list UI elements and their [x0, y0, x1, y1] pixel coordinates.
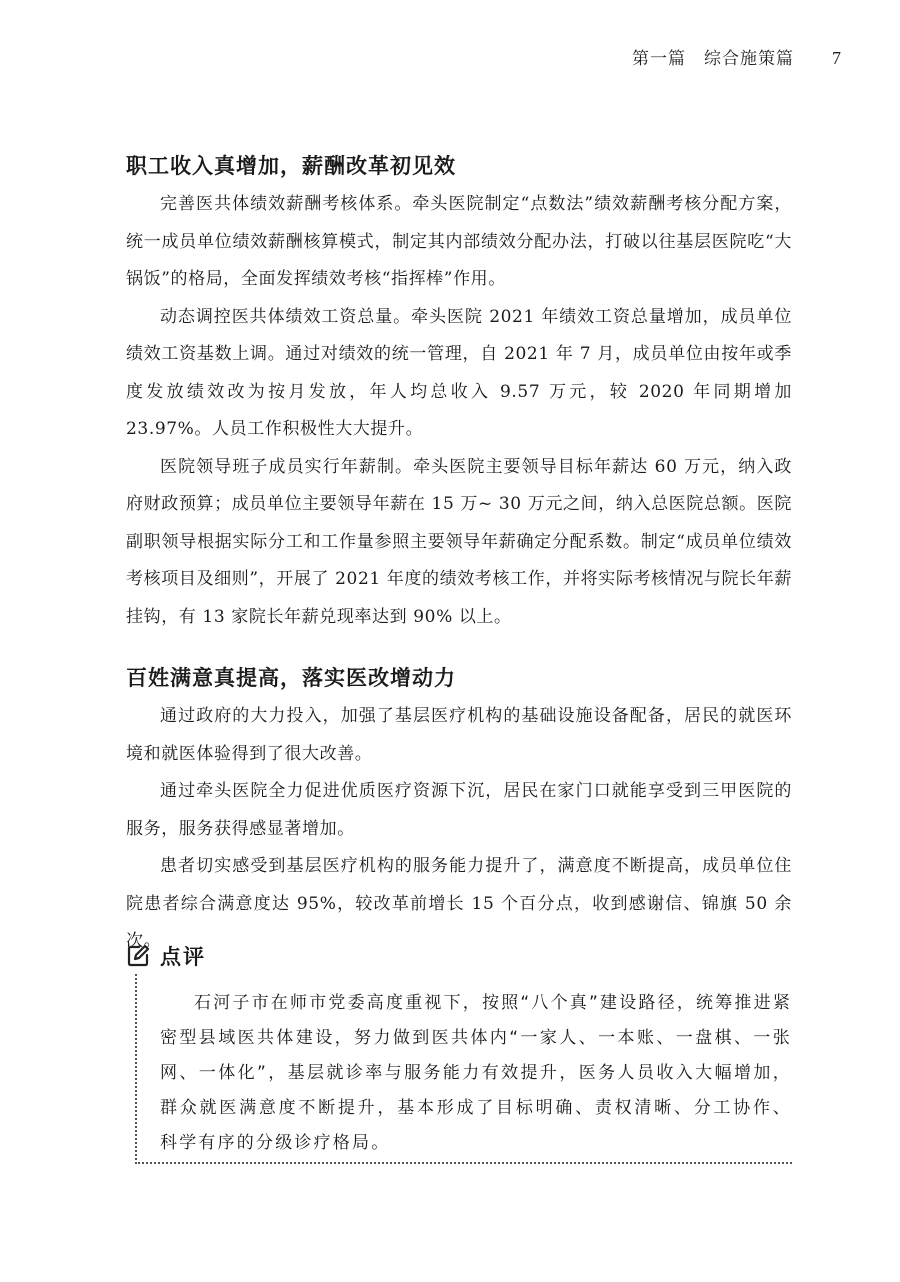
section-heading-satisfaction: 百姓满意真提高，落实医改增动力	[126, 666, 456, 690]
part-label: 第一篇	[632, 49, 686, 69]
review-box	[126, 938, 792, 1164]
review-text: 石河子市在师市党委高度重视下，按照“八个真”建设路径，统筹推进紧密型县域医共体建设，努力做到医共体内“一家人、一本账、一盘棋、一张网、一体化”，基层就诊率与服务能力有效提升，医务人员收入大幅增加，群众就医满意度不断提升，基本形成了目标明确、责权清晰、分工协作、科学有序的分级诊疗格局。	[160, 993, 793, 1153]
edit-pencil-icon	[126, 944, 150, 968]
running-header	[632, 44, 842, 69]
paragraph: 通过牵头医院全力促进优质医疗资源下沉，居民在家门口就能享受到三甲医院的服务，服务获得感显著增加。	[126, 781, 792, 839]
paragraph: 患者切实感受到基层医疗机构的服务能力提升了，满意度不断提高，成员单位住院患者综合满意度达 95%，较改革前增长 15 个百分点，收到感谢信、锦旗 50 余次。	[126, 856, 792, 951]
main-content	[126, 146, 792, 961]
review-header	[126, 938, 792, 974]
review-title: 点评	[160, 945, 206, 969]
paragraph: 动态调控医共体绩效工资总量。牵头医院 2021 年绩效工资总量增加，成员单位绩效工资基数上调。通过对绩效的统一管理，自 2021 年 7 月，成员单位由按年或季度发放绩效改为按月发放，年人均总收入 9.57 万元，较 2020 年同期增加 23.97%。人员工作积极性大大提升。	[126, 306, 792, 439]
paragraph: 完善医共体绩效薪酬考核体系。牵头医院制定“点数法”绩效薪酬考核分配方案，统一成员单位绩效薪酬核算模式，制定其内部绩效分配办法，打破以往基层医院吃“大锅饭”的格局，全面发挥绩效考核“指挥棒”作用。	[126, 194, 792, 289]
paragraph: 医院领导班子成员实行年薪制。牵头医院主要领导目标年薪达 60 万元，纳入政府财政预算；成员单位主要领导年薪在 15 万~ 30 万元之间，纳入总医院总额。医院副职领导根据实际分工和工作量参照主要领导年薪确定分配系数。制定“成员单位绩效考核项目及细则”，开展了 2021 年度的绩效考核工作，并将实际考核情况与院长年薪挂钩，有 13 家院长年薪兑现率达到 90% 以上。	[126, 456, 792, 627]
page-number: 7	[832, 48, 842, 68]
paragraph: 通过政府的大力投入，加强了基层医疗机构的基础设施设备配备，居民的就医环境和就医体验得到了很大改善。	[126, 706, 792, 764]
section-heading-income: 职工收入真增加，薪酬改革初见效	[126, 154, 456, 178]
part-title: 综合施策篇	[704, 49, 794, 69]
